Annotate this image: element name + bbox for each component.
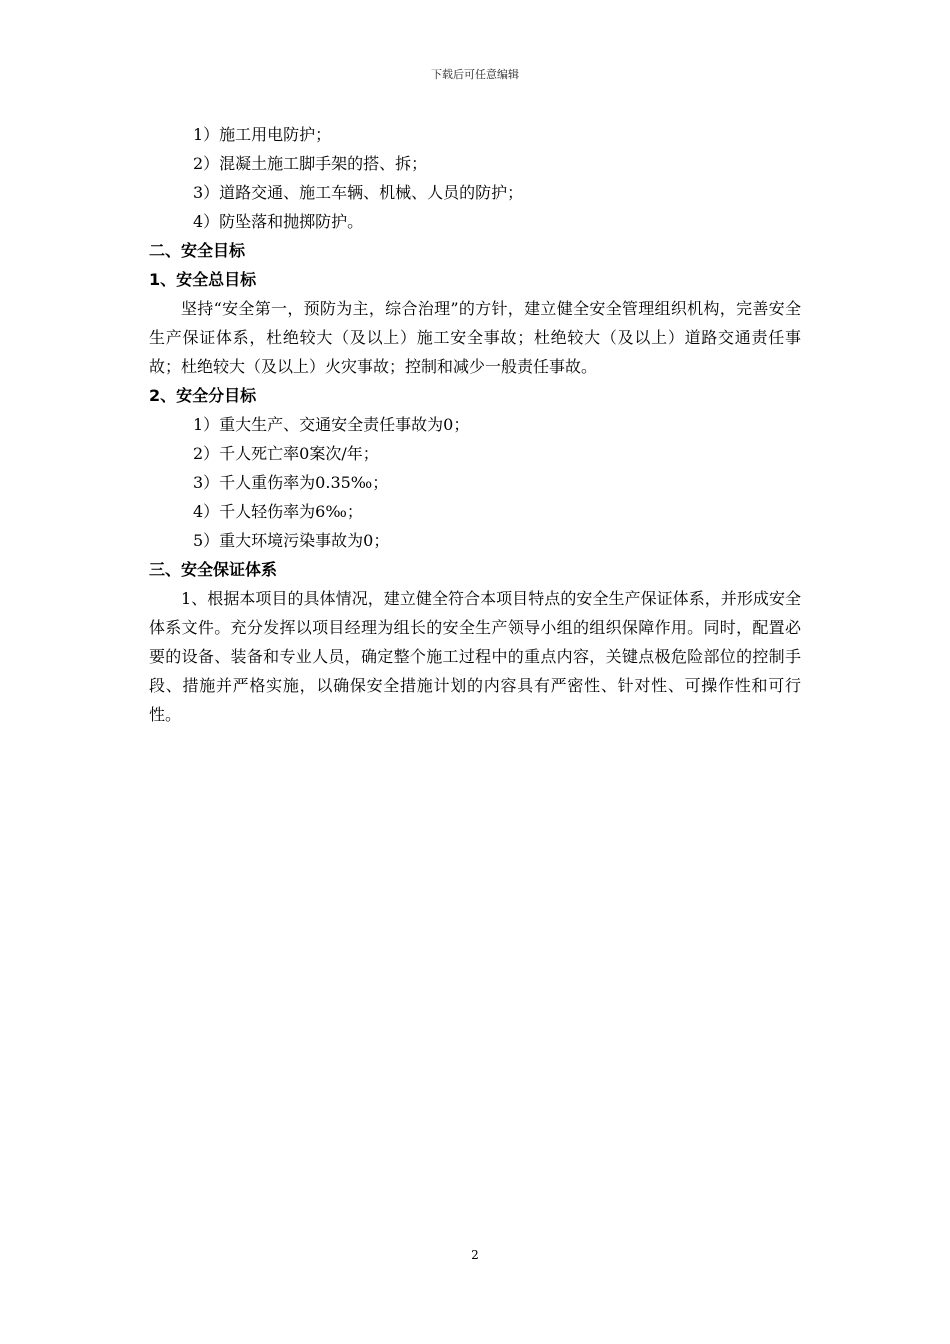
subsection-heading-sub-goals: 2、安全分目标 <box>149 386 257 405</box>
section-heading-safety-assurance: 三、安全保证体系 <box>149 560 278 579</box>
list-item: 4）千人轻伤率为6‰； <box>193 502 363 521</box>
page-header-note: 下载后可任意编辑 <box>431 68 519 81</box>
list-item: 2）混凝土施工脚手架的搭、拆； <box>193 154 428 173</box>
list-item: 5）重大环境污染事故为0； <box>193 531 390 550</box>
list-item: 2）千人死亡率0案次/年； <box>193 444 379 463</box>
paragraph-safety-assurance: 1、根据本项目的具体情况，建立健全符合本项目特点的安全生产保证体系，并形成安全体系文件。充分发挥以项目经理为组长的安全生产领导小组的组织保障作用。同时，配置必要的设备、装备和专业人员，确定整个施工过程中的重点内容，关键点极危险部位的控制手段、措施并严格实施，以确保安全措施计划的内容具有严密性、针对性、可操作性和可行性。 <box>149 589 801 724</box>
list-item: 3）千人重伤率为0.35‰； <box>193 473 389 492</box>
list-item: 1）重大生产、交通安全责任事故为0； <box>193 415 470 434</box>
page-number: 2 <box>471 1248 479 1262</box>
document-body <box>149 120 801 729</box>
list-item: 3）道路交通、施工车辆、机械、人员的防护； <box>193 183 524 202</box>
paragraph-overall-goal: 坚持“安全第一，预防为主，综合治理”的方针，建立健全安全管理组织机构，完善安全生产保证体系，杜绝较大（及以上）施工安全事故；杜绝较大（及以上）道路交通责任事故；杜绝较大（及以上）火灾事故；控制和减少一般责任事故。 <box>149 299 801 376</box>
section-heading-safety-goals: 二、安全目标 <box>149 241 246 260</box>
list-item: 4）防坠落和抛掷防护。 <box>193 212 364 231</box>
list-item: 1）施工用电防护； <box>193 125 332 144</box>
subsection-heading-overall-goal: 1、安全总目标 <box>149 270 257 289</box>
